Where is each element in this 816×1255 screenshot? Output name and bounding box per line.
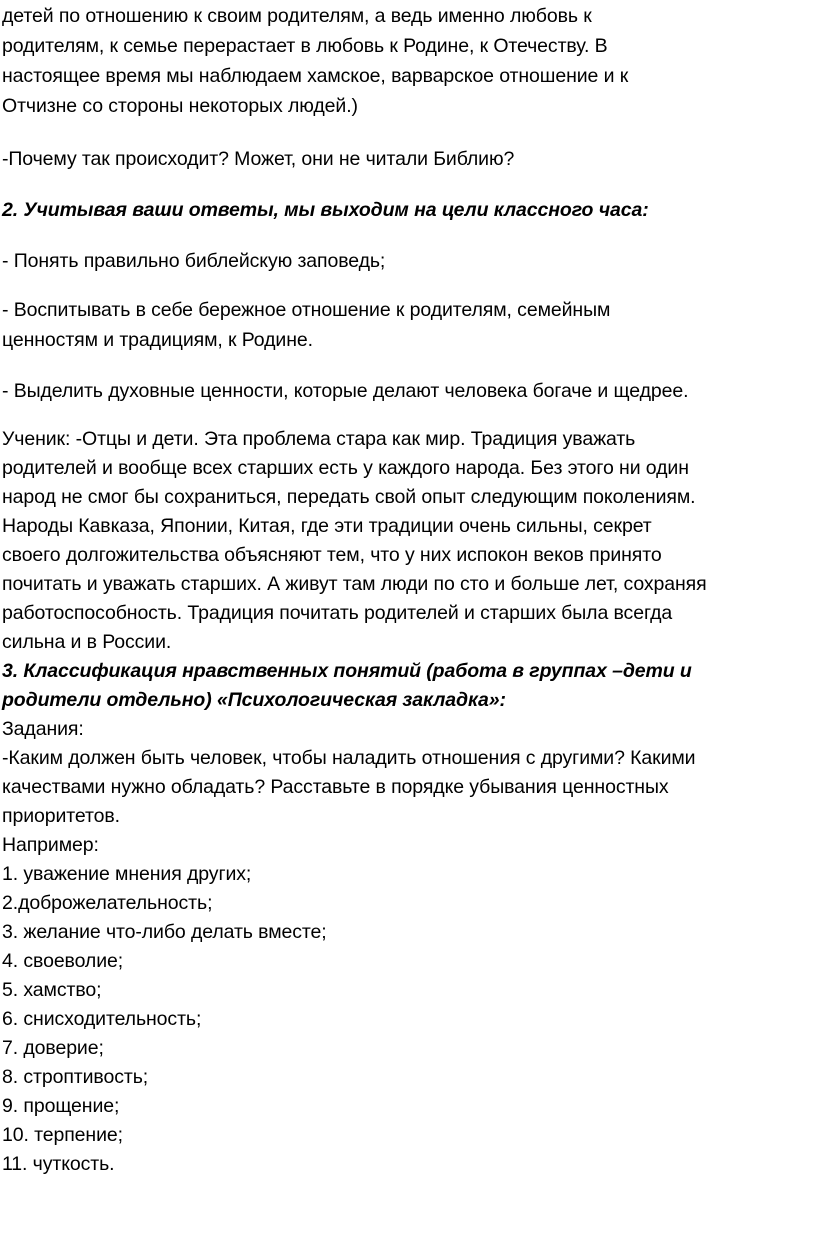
text-line: 3. Классификация нравственных понятий (работа в группах –дети и xyxy=(2,660,692,682)
text-line: родителей и вообще всех старших есть у каждого народа. Без этого ни один xyxy=(2,457,689,479)
list-item: 3. желание что-либо делать вместе; xyxy=(2,921,327,943)
list-item: 4. своеволие; xyxy=(2,950,124,972)
list-item: 5. хамство; xyxy=(2,979,102,1001)
list-item: 6. снисходительность; xyxy=(2,1008,202,1030)
text-line: - Воспитывать в себе бережное отношение к родителям, семейным xyxy=(2,299,611,321)
text-line: ценностям и традициям, к Родине. xyxy=(2,329,313,351)
text-line: детей по отношению к своим родителям, а ведь именно любовь к xyxy=(2,5,592,27)
list-item: 9. прощение; xyxy=(2,1095,120,1117)
student-paragraph xyxy=(2,425,816,657)
text-line: родители отдельно) «Психологическая закладка»: xyxy=(2,689,506,711)
example-label: Например: xyxy=(2,834,99,856)
list-item: 10. терпение; xyxy=(2,1124,123,1146)
list-item: 11. чуткость. xyxy=(2,1153,115,1175)
question-line: -Почему так происходит? Может, они не читали Библию? xyxy=(2,148,515,170)
text-line: почитать и уважать старших. А живут там люди по сто и больше лет, сохраняя xyxy=(2,573,707,595)
text-line: родителям, к семье перерастает в любовь к Родине, к Отечеству. В xyxy=(2,35,608,57)
goal-item-1: - Понять правильно библейскую заповедь; xyxy=(2,250,386,272)
text-line: Народы Кавказа, Японии, Китая, где эти традиции очень сильны, секрет xyxy=(2,515,652,537)
section-heading-3 xyxy=(2,657,816,715)
text-line: народ не смог бы сохраниться, передать свой опыт следующим поколениям. xyxy=(2,486,696,508)
text-line: Отчизне со стороны некоторых людей.) xyxy=(2,95,358,117)
list-item: 1. уважение мнения других; xyxy=(2,863,252,885)
goal-item-3: - Выделить духовные ценности, которые делают человека богаче и щедрее. xyxy=(2,380,689,402)
task-text xyxy=(2,744,816,831)
list-item: 7. доверие; xyxy=(2,1037,104,1059)
tasks-label: Задания: xyxy=(2,718,84,740)
qualities-list xyxy=(2,860,816,1179)
intro-paragraph xyxy=(2,1,816,121)
list-item: 2.доброжелательность; xyxy=(2,892,213,914)
text-line: -Каким должен быть человек, чтобы наладить отношения с другими? Какими xyxy=(2,747,696,769)
text-line: приоритетов. xyxy=(2,805,120,827)
text-line: настоящее время мы наблюдаем хамское, варварское отношение и к xyxy=(2,65,629,87)
text-line: своего долгожительства объясняют тем, что у них испокон веков принято xyxy=(2,544,662,566)
section-heading-2: 2. Учитывая ваши ответы, мы выходим на цели классного часа: xyxy=(2,199,649,221)
text-line: качествами нужно обладать? Расставьте в порядке убывания ценностных xyxy=(2,776,669,798)
list-item: 8. строптивость; xyxy=(2,1066,149,1088)
goal-item-2 xyxy=(2,295,816,355)
text-line: работоспособность. Традиция почитать родителей и старших была всегда xyxy=(2,602,673,624)
text-line: Ученик: -Отцы и дети. Эта проблема стара как мир. Традиция уважать xyxy=(2,428,636,450)
text-line: сильна и в России. xyxy=(2,631,172,653)
